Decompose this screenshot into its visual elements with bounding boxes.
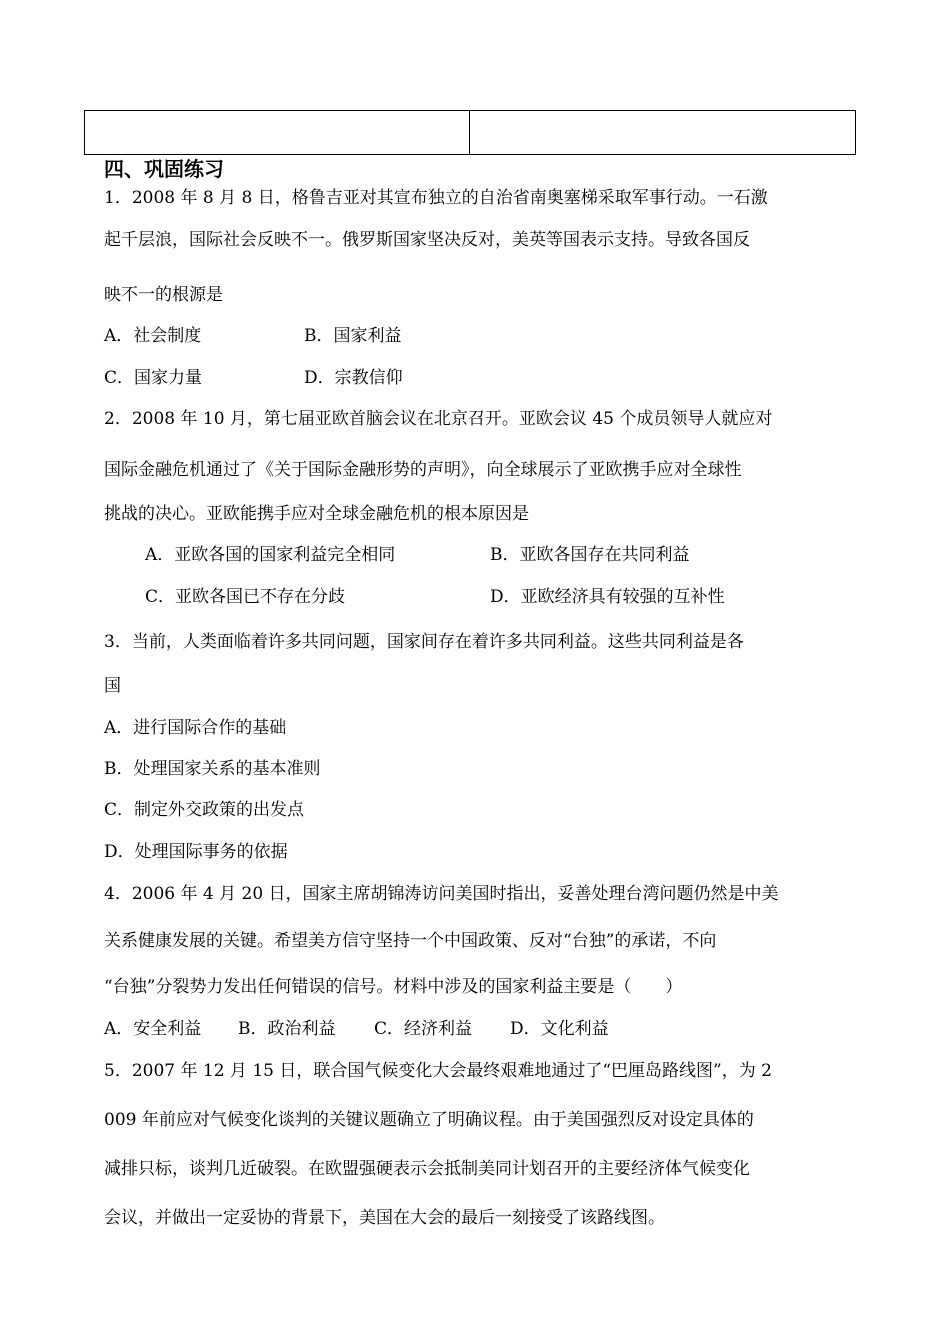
q4-option-c[interactable]: C．经济利益: [374, 1019, 473, 1039]
q2-line-3: 挑战的决心。亚欧能携手应对全球金融危机的根本原因是: [104, 504, 529, 524]
q1-option-b[interactable]: B．国家利益: [304, 326, 402, 346]
q4-option-d[interactable]: D．文化利益: [510, 1019, 609, 1039]
q2-option-d[interactable]: D．亚欧经济具有较强的互补性: [490, 587, 725, 607]
section-title: 四、巩固练习: [104, 157, 224, 181]
q3-line-1: 3．当前，人类面临着许多共同问题，国家间存在着许多共同利益。这些共同利益是各: [104, 632, 744, 652]
q2-option-c[interactable]: C．亚欧各国已不存在分歧: [145, 587, 346, 607]
q1-line-3: 映不一的根源是: [104, 285, 223, 305]
q3-option-c[interactable]: C．制定外交政策的出发点: [104, 800, 305, 820]
table-divider: [469, 111, 470, 154]
q4-line-2: 关系健康发展的关键。希望美方信守坚持一个中国政策、反对“台独”的承诺，不向: [104, 931, 717, 951]
q3-option-b[interactable]: B．处理国家关系的基本准则: [104, 759, 321, 779]
q2-option-a[interactable]: A．亚欧各国的国家利益完全相同: [145, 545, 396, 565]
q3-option-d[interactable]: D．处理国际事务的依据: [104, 842, 288, 862]
q5-line-2: 009 年前应对气候变化谈判的关键议题确立了明确议程。由于美国强烈反对设定具体的: [104, 1110, 754, 1130]
q4-line-3: “台独”分裂势力发出任何错误的信号。材料中涉及的国家利益主要是（ ）: [104, 977, 683, 997]
q1-option-a[interactable]: A．社会制度: [104, 326, 202, 346]
q1-line-2: 起千层浪，国际社会反映不一。俄罗斯国家坚决反对，美英等国表示支持。导致各国反: [104, 230, 750, 250]
q3-line-2: 国: [104, 676, 121, 696]
q1-option-d[interactable]: D．宗教信仰: [304, 368, 403, 388]
q2-line-2: 国际金融危机通过了《关于国际金融形势的声明》，向全球展示了亚欧携手应对全球性: [104, 460, 742, 480]
q4-option-a[interactable]: A．安全利益: [104, 1019, 202, 1039]
q5-line-1: 5．2007 年 12 月 15 日，联合国气候变化大会最终艰难地通过了“巴厘岛路线图”，为 2: [104, 1061, 772, 1081]
q2-line-1: 2．2008 年 10 月，第七届亚欧首脑会议在北京召开。亚欧会议 45 个成员领导人就应对: [104, 409, 773, 429]
q5-line-4: 会议，并做出一定妥协的背景下，美国在大会的最后一刻接受了该路线图。: [104, 1208, 665, 1228]
q3-option-a[interactable]: A．进行国际合作的基础: [104, 718, 287, 738]
q2-option-b[interactable]: B．亚欧各国存在共同利益: [490, 545, 690, 565]
q1-option-c[interactable]: C．国家力量: [104, 368, 203, 388]
answer-table: [84, 110, 856, 155]
q4-option-b[interactable]: B．政治利益: [238, 1019, 336, 1039]
q4-line-1: 4．2006 年 4 月 20 日，国家主席胡锦涛访问美国时指出，妥善处理台湾问题仍然是中美: [104, 884, 779, 904]
q5-line-3: 减排只标，谈判几近破裂。在欧盟强硬表示会抵制美同计划召开的主要经济体气候变化: [104, 1159, 750, 1179]
q1-line-1: 1．2008 年 8 月 8 日，格鲁吉亚对其宣布独立的自治省南奥塞梯采取军事行动。一石激: [104, 188, 768, 208]
